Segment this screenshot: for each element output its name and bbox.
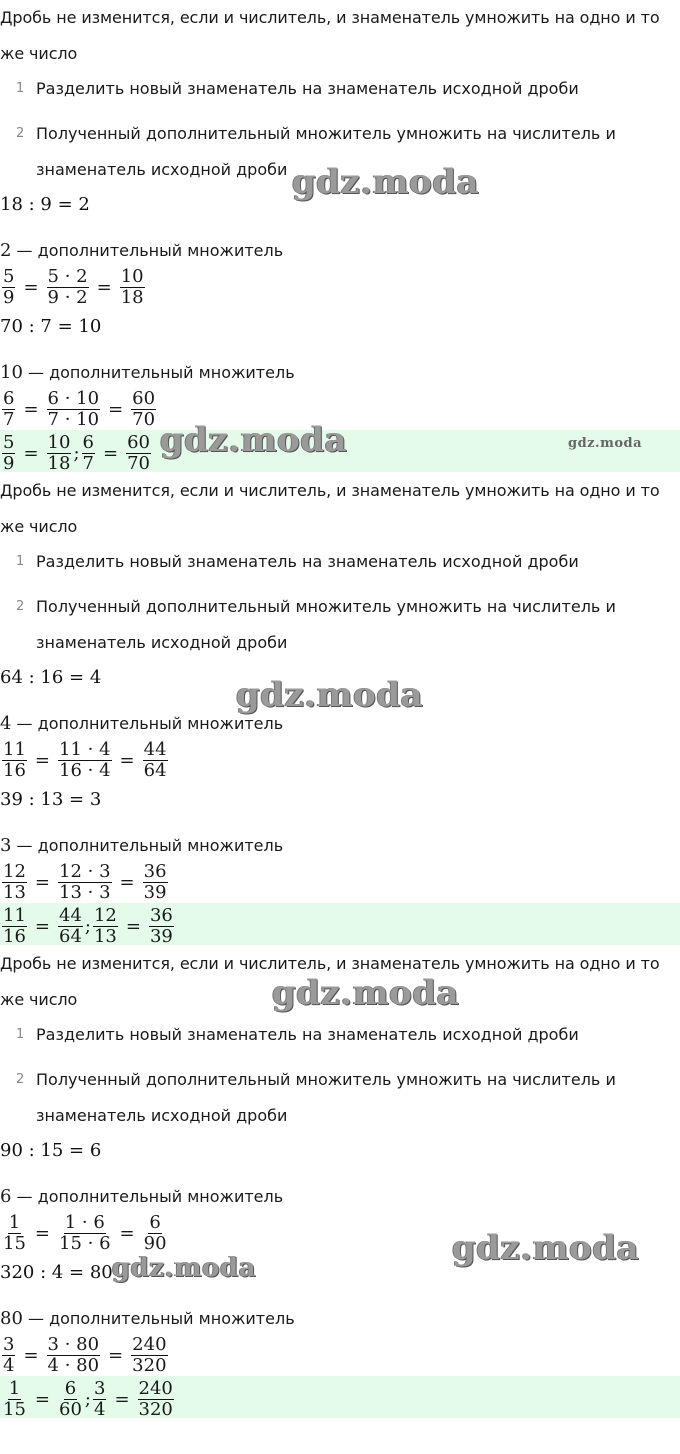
step-number: 2 bbox=[16, 599, 25, 614]
step-text-line-1: Полученный дополнительный множитель умножить на числитель и bbox=[36, 124, 616, 143]
multiplier-note-2 bbox=[0, 835, 283, 856]
fraction: $\frac{3}{4}$ bbox=[3, 1334, 15, 1376]
step-text-line-2: знаменатель исходной дроби bbox=[36, 633, 288, 652]
step-number: 1 bbox=[16, 81, 25, 96]
solution-section-3 bbox=[0, 946, 680, 1418]
answer-equation: $\frac{1}{15}$ = $\frac{6}{60}$ ; $\frac{3}{4}$ = $\frac{240}{320}$ bbox=[3, 1378, 173, 1418]
division-2: 320 : 4 = 80 bbox=[0, 1262, 113, 1283]
multiplier-value: 6 bbox=[0, 1186, 12, 1207]
rule-line-2: же число bbox=[0, 517, 78, 536]
rule-line-1: Дробь не изменится, если и числитель, и знаменатель умножить на одно и то bbox=[0, 954, 660, 973]
step-number: 2 bbox=[16, 126, 25, 141]
step-number: 1 bbox=[16, 1027, 25, 1042]
multiplier-note-2 bbox=[0, 362, 295, 383]
fraction: $\frac{6 \cdot 10}{7 \cdot 10}$ bbox=[47, 388, 100, 430]
rule-line-1: Дробь не изменится, если и числитель, и знаменатель умножить на одно и то bbox=[0, 481, 660, 500]
answer-box-2 bbox=[0, 903, 680, 945]
fraction: $\frac{44}{64}$ bbox=[143, 739, 167, 781]
fraction: $\frac{6}{7}$ bbox=[3, 388, 15, 430]
rule-line-2: же число bbox=[0, 44, 78, 63]
rule-line-2: же число bbox=[0, 990, 78, 1009]
step-text: Разделить новый знаменатель на знаменатель исходной дроби bbox=[36, 79, 579, 98]
multiplier-value: 10 bbox=[0, 362, 23, 383]
multiplier-note-1 bbox=[0, 240, 283, 261]
answer-equation: $\frac{11}{16}$ = $\frac{44}{64}$ ; $\frac{12}{13}$ = $\frac{36}{39}$ bbox=[3, 905, 173, 945]
fraction: $\frac{5}{9}$ bbox=[3, 266, 15, 308]
multiplier-value: 4 bbox=[0, 713, 12, 734]
division-2: 39 : 13 = 3 bbox=[0, 789, 102, 810]
step-text-line-2: знаменатель исходной дроби bbox=[36, 1106, 288, 1125]
step-text: Разделить новый знаменатель на знаменатель исходной дроби bbox=[36, 552, 579, 571]
fraction: $\frac{1}{15}$ bbox=[3, 1212, 26, 1254]
multiplier-note-1 bbox=[0, 1186, 283, 1207]
answer-equation: $\frac{5}{9}$ = $\frac{10}{18}$ ; $\frac{6}{7}$ = $\frac{60}{70}$ bbox=[3, 432, 150, 472]
step-number: 2 bbox=[16, 1072, 25, 1087]
fraction: $\frac{5 \cdot 2}{9 \cdot 2}$ bbox=[47, 266, 88, 308]
answer-box-3 bbox=[0, 1376, 680, 1418]
rule-line-1: Дробь не изменится, если и числитель, и знаменатель умножить на одно и то bbox=[0, 8, 660, 27]
step-text-line-1: Полученный дополнительный множитель умножить на числитель и bbox=[36, 1070, 616, 1089]
fraction: $\frac{11}{16}$ bbox=[3, 739, 26, 781]
multiplier-note-1 bbox=[0, 713, 283, 734]
solution-section-1 bbox=[0, 0, 680, 472]
fraction: $\frac{1 \cdot 6}{15 \cdot 6}$ bbox=[59, 1212, 111, 1254]
division-1: 90 : 15 = 6 bbox=[0, 1140, 102, 1161]
fraction: $\frac{6}{90}$ bbox=[143, 1212, 167, 1254]
fraction-equation-2: $\frac{12}{13}$ = $\frac{12 \cdot 3}{13 \cdot 3}$ = $\frac{36}{39}$ bbox=[3, 861, 167, 903]
multiplier-value: 80 bbox=[0, 1308, 23, 1329]
division-1: 18 : 9 = 2 bbox=[0, 194, 90, 215]
fraction: $\frac{10}{18}$ bbox=[120, 266, 144, 308]
watermark-logo: gdz.moda bbox=[160, 420, 348, 460]
step-text-line-2: знаменатель исходной дроби bbox=[36, 160, 288, 179]
multiplier-label: — дополнительный множитель bbox=[11, 714, 284, 733]
multiplier-value: 3 bbox=[0, 835, 12, 856]
fraction: $\frac{36}{39}$ bbox=[143, 861, 167, 903]
fraction-equation-2: $\frac{6}{7}$ = $\frac{6 \cdot 10}{7 \cdot 10}$ = $\frac{60}{70}$ bbox=[3, 388, 156, 430]
fraction-equation-1: $\frac{11}{16}$ = $\frac{11 \cdot 4}{16 \cdot 4}$ = $\frac{44}{64}$ bbox=[3, 739, 167, 781]
division-1: 64 : 16 = 4 bbox=[0, 667, 102, 688]
watermark-logo: gdz.moda bbox=[292, 162, 480, 202]
fraction: $\frac{12 \cdot 3}{13 \cdot 3}$ bbox=[59, 861, 111, 903]
step-text-line-1: Полученный дополнительный множитель умножить на числитель и bbox=[36, 597, 616, 616]
multiplier-label: — дополнительный множитель bbox=[11, 836, 284, 855]
fraction: $\frac{3 \cdot 80}{4 \cdot 80}$ bbox=[47, 1334, 100, 1376]
watermark-logo: gdz.moda bbox=[272, 973, 460, 1013]
step-number: 1 bbox=[16, 554, 25, 569]
watermark-logo: gdz.moda bbox=[112, 1253, 257, 1283]
multiplier-value: 2 bbox=[0, 240, 12, 261]
step-text: Разделить новый знаменатель на знаменатель исходной дроби bbox=[36, 1025, 579, 1044]
fraction-equation-1: $\frac{5}{9}$ = $\frac{5 \cdot 2}{9 \cdot 2}$ = $\frac{10}{18}$ bbox=[3, 266, 144, 308]
multiplier-label: — дополнительный множитель bbox=[11, 1187, 284, 1206]
fraction: $\frac{11 \cdot 4}{16 \cdot 4}$ bbox=[59, 739, 111, 781]
multiplier-label: — дополнительный множитель bbox=[11, 241, 284, 260]
fraction-equation-2: $\frac{3}{4}$ = $\frac{3 \cdot 80}{4 \cdot 80}$ = $\frac{240}{320}$ bbox=[3, 1334, 167, 1376]
multiplier-label: — дополнительный множитель bbox=[22, 363, 295, 382]
fraction: $\frac{240}{320}$ bbox=[132, 1334, 167, 1376]
watermark-logo: gdz.moda bbox=[236, 675, 424, 715]
fraction: $\frac{60}{70}$ bbox=[132, 388, 156, 430]
division-2: 70 : 7 = 10 bbox=[0, 316, 102, 337]
fraction-equation-1: $\frac{1}{15}$ = $\frac{1 \cdot 6}{15 \cdot 6}$ = $\frac{6}{90}$ bbox=[3, 1212, 167, 1254]
watermark-logo: gdz.moda bbox=[568, 436, 643, 451]
watermark-logo: gdz.moda bbox=[452, 1228, 640, 1268]
multiplier-label: — дополнительный множитель bbox=[22, 1309, 295, 1328]
fraction: $\frac{12}{13}$ bbox=[3, 861, 26, 903]
multiplier-note-2 bbox=[0, 1308, 295, 1329]
